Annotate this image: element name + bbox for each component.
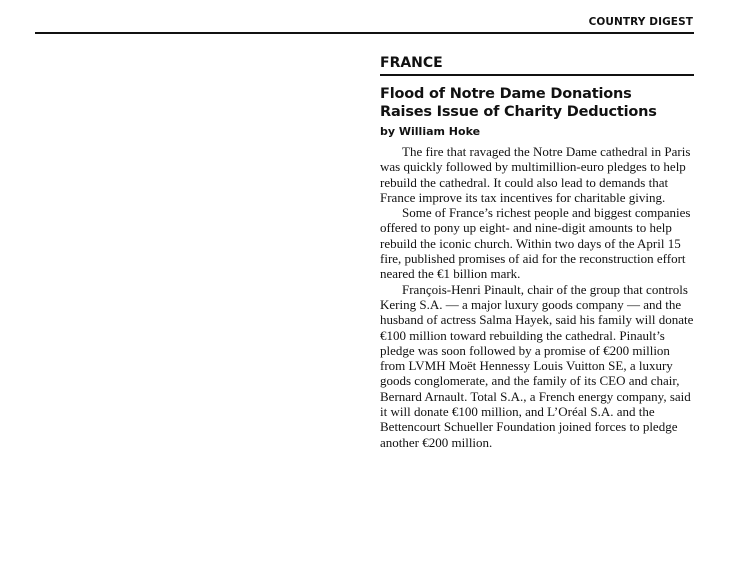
article-body xyxy=(380,144,694,450)
article xyxy=(380,55,694,450)
header-rule xyxy=(35,32,694,34)
section-label: COUNTRY DIGEST xyxy=(588,16,693,28)
headline-line-1: Flood of Notre Dame Donations xyxy=(380,86,632,102)
paragraph: Some of France’s richest people and biggest companies offered to pony up eight- and nine-digit amounts to help rebuild the iconic church. Within two days of the April 15 fire, published promises of aid for the reconstruction effort neared the €1 billion mark. xyxy=(380,205,691,282)
byline: by William Hoke xyxy=(380,125,481,138)
country-heading: FRANCE xyxy=(380,55,694,76)
paragraph: François-Henri Pinault, chair of the group that controls Kering S.A. — a major luxury goods company — and the husband of actress Salma Hayek, said his family will donate €100 million toward rebuilding the cathedral. Pinault’s pledge was soon followed by a promise of €200 million from LVMH Moët Hennessy Louis Vuitton SE, a luxury goods conglomerate, and the family of its CEO and chair, Bernard Arnault. Total S.A., a French energy company, said it will donate €100 million, and L’Oréal S.A. and the Bettencourt Schueller Foundation joined forces to pledge another €200 million. xyxy=(380,281,694,450)
headline-line-2: Raises Issue of Charity Deductions xyxy=(380,104,657,120)
paragraph: The fire that ravaged the Notre Dame cathedral in Paris was quickly followed by multimillion-euro pledges to help rebuild the cathedral. It could also lead to demands that France improve its tax incentives for charitable giving. xyxy=(380,144,691,205)
article-headline xyxy=(380,85,694,121)
